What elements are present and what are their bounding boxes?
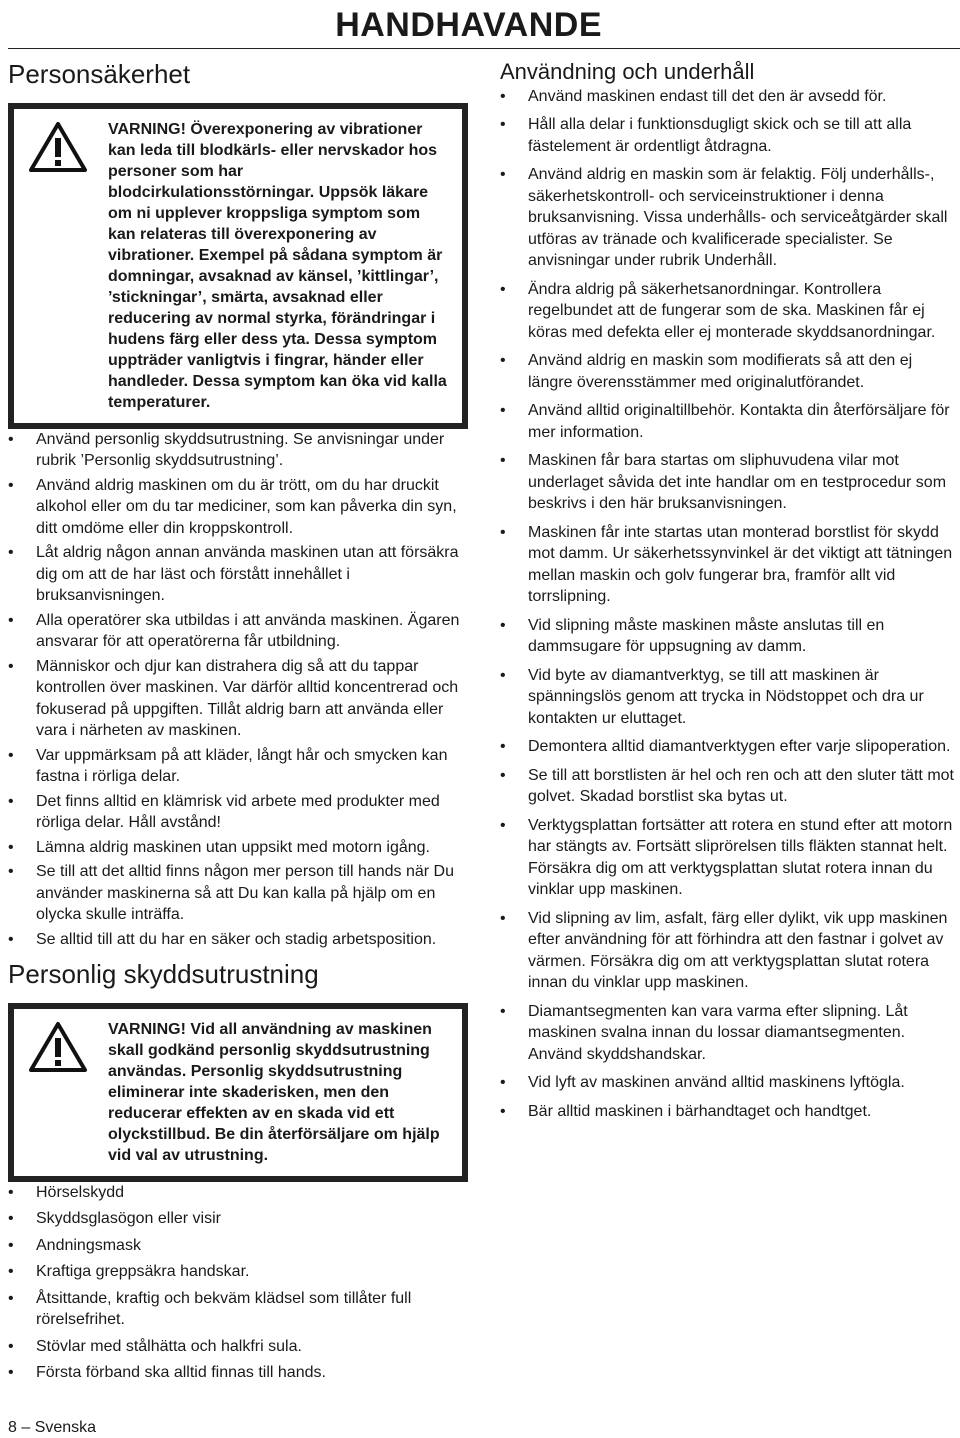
right-column [500, 58, 958, 1129]
section-title-use-maintenance: Användning och underhåll [500, 59, 755, 84]
list-item: • Det finns alltid en klämrisk vid arbete med produkter med rörliga delar. Håll avstånd! [8, 791, 468, 834]
use-maintenance-list [500, 86, 958, 1123]
list-item: • Vid lyft av maskinen använd alltid maskinens lyftögla. [500, 1072, 958, 1094]
list-item: • Ändra aldrig på säkerhetsanordningar. Kontrollera regelbundet att de fungerar som de ska. Maskinen får ej köras med defekta eller ej monterade skyddsanordningar. [500, 279, 958, 344]
ppe-warning-box [8, 1003, 468, 1182]
list-item: • Använd aldrig maskinen om du är trött, om du har druckit alkohol eller om du tar mediciner, som kan påverka din syn, ditt omdöme eller din kroppskontroll. [8, 475, 468, 540]
warning-triangle-icon [28, 1019, 108, 1166]
list-item: • Låt aldrig någon annan använda maskinen utan att försäkra dig om att de har läst och förstått innehållet i bruksanvisningen. [8, 542, 468, 607]
list-item: • Människor och djur kan distrahera dig så att du tappar kontrollen över maskinen. Var därför alltid koncentrerad och fokuserad på uppgiften. Tillåt aldrig barn att använda eller vara i närheten av maskinen. [8, 656, 468, 742]
list-item: • Andningsmask [8, 1235, 468, 1257]
vibration-warning-text: VARNING! Överexponering av vibrationer kan leda till blodkärls- eller nervskador hos personer som har blodcirkulationsstörningar. Uppsök läkare om ni upplever kroppsliga symptom som kan relateras till överexponering av vibrationer. Exempel på sådana symptom är domningar, avsaknad av känsel, ’kittlingar’, ’stickningar’, smärta, avsaknad eller reducering av normal styrka, förändringar i hudens färg eller dess yta. Dessa symptom uppträder vanligtvis i fingrar, händer eller handleder. Dessa symptom kan öka vid kalla temperaturer. [108, 120, 447, 411]
list-item: • Stövlar med stålhätta och halkfri sula. [8, 1336, 468, 1358]
list-item: • Använd alltid originaltillbehör. Kontakta din återförsäljare för mer information. [500, 400, 958, 443]
list-item: • Maskinen får inte startas utan monterad borstlist för skydd mot damm. Ur säkerhetssynvinkel är det viktigt att tätningen mellan maskin och golv fungerar bra, framför allt vid torrslipning. [500, 522, 958, 608]
list-item: • Demontera alltid diamantverktygen efter varje slipoperation. [500, 736, 958, 758]
list-item: • Lämna aldrig maskinen utan uppsikt med motorn igång. [8, 837, 468, 859]
warning-triangle-icon [28, 119, 108, 413]
personal-safety-list [8, 429, 468, 951]
section-title-ppe: Personlig skyddsutrustning [8, 959, 319, 989]
list-item: • Kraftiga greppsäkra handskar. [8, 1261, 468, 1283]
list-item: • Använd maskinen endast till det den är avsedd för. [500, 86, 958, 108]
list-item: • Använd aldrig en maskin som är felaktig. Följ underhålls-, säkerhetskontroll- och serviceinstruktioner i denna bruksanvisning. Vissa underhålls- och serviceåtgärder skall utföras av tränade och kvalificerade specialister. Se anvisningar under rubrik Underhåll. [500, 164, 958, 272]
list-item: • Håll alla delar i funktionsdugligt skick och se till att alla fästelement är ordentligt åtdragna. [500, 114, 958, 157]
list-item: • Första förband ska alltid finnas till hands. [8, 1362, 468, 1384]
list-item: • Diamantsegmenten kan vara varma efter slipning. Låt maskinen svalna innan du lossar diamantsegmenten. Använd skyddshandskar. [500, 1001, 958, 1066]
header-rule [8, 48, 960, 49]
list-item: • Bär alltid maskinen i bärhandtaget och handtget. [500, 1101, 958, 1123]
list-item: • Vid slipning av lim, asfalt, färg eller dylikt, vik upp maskinen efter användning för att förhindra att den fastnar i golvet av värmen. Försäkra dig om att verktygsplattan slutat rotera innan du vinklar upp maskinen. [500, 908, 958, 994]
list-item: • Alla operatörer ska utbildas i att använda maskinen. Ägaren ansvarar för att operatörerna får utbildning. [8, 610, 468, 653]
list-item: • Verktygsplattan fortsätter att rotera en stund efter att motorn har stängts av. Fortsätt sliprörelsen tills fläkten stannat helt. Försäkra dig om att verktygsplattan slutat rotera innan du vinklar upp maskinen. [500, 815, 958, 901]
ppe-warning-text: VARNING! Vid all användning av maskinen skall godkänd personlig skyddsutrustning användas. Personlig skyddsutrustning eliminerar inte skaderisken, men den reducerar effekten av en skada vid ett olyckstillbud. Be din återförsäljare om hjälp vid val av utrustning. [108, 1020, 440, 1164]
list-item: • Använd aldrig en maskin som modifierats så att den ej längre överensstämmer med originalutförandet. [500, 350, 958, 393]
list-item: • Använd personlig skyddsutrustning. Se anvisningar under rubrik ’Personlig skyddsutrustning’. [8, 429, 468, 472]
list-item: • Vid byte av diamantverktyg, se till att maskinen är spänningslös genom att trycka in Nödstoppet och dra ur kontakten ur eluttaget. [500, 665, 958, 730]
list-item: • Skyddsglasögon eller visir [8, 1208, 468, 1230]
list-item: • Åtsittande, kraftig och bekväm klädsel som tillåter full rörelsefrihet. [8, 1288, 468, 1331]
vibration-warning-box [8, 103, 468, 429]
list-item: • Var uppmärksam på att kläder, långt hår och smycken kan fastna i rörliga delar. [8, 745, 468, 788]
list-item: • Hörselskydd [8, 1182, 468, 1204]
page-number-footer: 8 – Svenska [8, 1419, 97, 1436]
list-item: • Se till att borstlisten är hel och ren och att den sluter tätt mot golvet. Skadad borstlist ska bytas ut. [500, 765, 958, 808]
list-item: • Se alltid till att du har en säker och stadig arbetsposition. [8, 929, 468, 951]
list-item: • Se till att det alltid finns någon mer person till hands när Du använder maskinerna så att Du kan kalla på hjälp om en olycka skulle inträffa. [8, 861, 468, 926]
list-item: • Maskinen får bara startas om sliphuvudena vilar mot underlaget såvida det inte handlar om en testprocedur som beskrivs i den här bruksanvisningen. [500, 450, 958, 515]
ppe-list [8, 1182, 468, 1384]
section-title-personal-safety: Personsäkerhet [8, 59, 191, 89]
list-item: • Vid slipning måste maskinen måste anslutas till en dammsugare för uppsugning av damm. [500, 615, 958, 658]
page-header-title: HANDHAVANDE [335, 6, 602, 44]
left-column [8, 58, 468, 1389]
